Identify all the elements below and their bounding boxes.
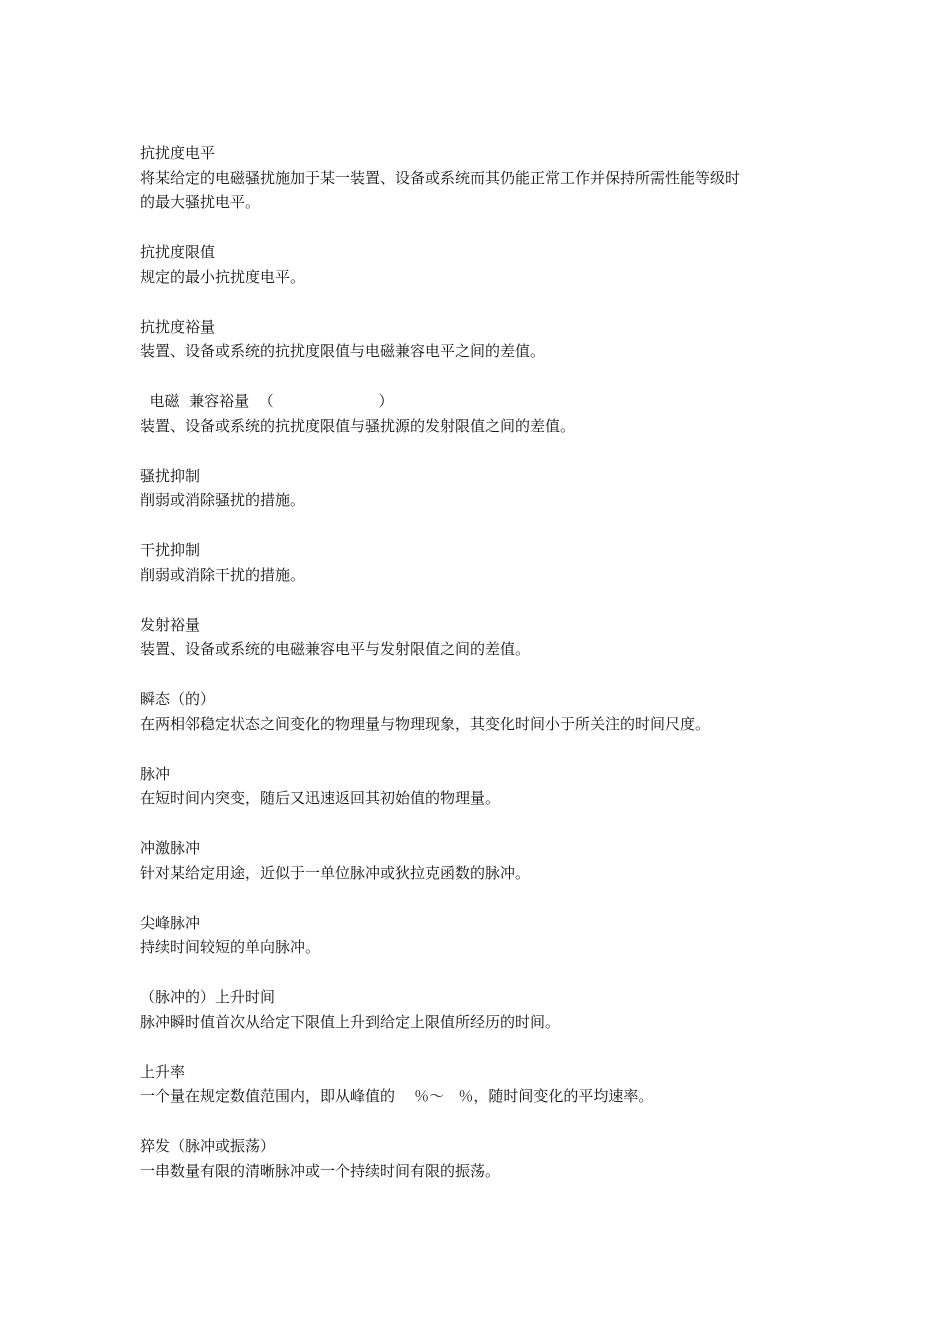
entry-term: 脉冲	[140, 764, 171, 783]
entry-definition-line: 装置、设备或系统的抗扰度限值与电磁兼容电平之间的差值。	[140, 342, 546, 360]
entry-term: 尖峰脉冲	[140, 913, 201, 932]
entry-term: （脉冲的）上升时间	[140, 988, 276, 1006]
glossary-entry	[140, 762, 820, 811]
entry-term: 骚扰抑制	[140, 466, 201, 485]
glossary-entry	[140, 240, 820, 289]
entry-definition-line: 规定的最小抗扰度电平。	[140, 267, 306, 286]
entry-definition-line: 脉冲瞬时值首次从给定下限值上升到给定上限值所经历的时间。	[140, 1012, 561, 1031]
entry-term: 抗扰度限值	[140, 243, 216, 261]
glossary-entry	[140, 836, 820, 885]
glossary-entry	[140, 315, 820, 364]
glossary-entry	[140, 687, 820, 736]
entry-term: 发射裕量	[140, 615, 201, 634]
entry-definition-line: 在短时间内突变，随后又迅速返回其初始值的物理量。	[140, 789, 501, 807]
glossary-entry	[140, 1060, 820, 1109]
document-body	[140, 141, 820, 1209]
entry-definition-line: 削弱或消除骚扰的措施。	[140, 491, 306, 509]
glossary-entry	[140, 911, 820, 960]
entry-term: 猝发（脉冲或振荡）	[140, 1137, 276, 1155]
entry-term: 冲激脉冲	[140, 839, 201, 857]
entry-definition-line: 将某给定的电磁骚扰施加于某一装置、设备或系统而其仍能正常工作并保持所需性能等级时	[140, 168, 741, 187]
glossary-entry	[140, 141, 820, 215]
glossary-entry	[140, 464, 820, 513]
glossary-entry	[140, 613, 820, 662]
entry-term: 电磁 兼容裕量 （ ）	[140, 392, 394, 410]
glossary-entry	[140, 389, 820, 438]
entry-definition-line: 装置、设备或系统的抗扰度限值与骚扰源的发射限值之间的差值。	[140, 416, 576, 435]
entry-definition-line: 持续时间较短的单向脉冲。	[140, 938, 321, 956]
entry-definition-line: 一个量在规定数值范围内，即从峰值的 ％～ ％，随时间变化的平均速率。	[140, 1087, 654, 1105]
glossary-entry	[140, 1134, 820, 1183]
entry-term: 干扰抑制	[140, 541, 201, 559]
entry-definition-line: 装置、设备或系统的电磁兼容电平与发射限值之间的差值。	[140, 640, 531, 658]
entry-definition-line: 针对某给定用途，近似于一单位脉冲或狄拉克函数的脉冲。	[140, 863, 531, 882]
entry-term: 抗扰度裕量	[140, 317, 216, 336]
entry-definition-line: 在两相邻稳定状态之间变化的物理量与物理现象，其变化时间小于所关注的时间尺度。	[140, 714, 711, 733]
entry-definition-line: 一串数量有限的清晰脉冲或一个持续时间有限的振荡。	[140, 1161, 501, 1180]
entry-term: 瞬态（的）	[140, 690, 216, 708]
glossary-entry	[140, 538, 820, 587]
entry-term: 上升率	[140, 1062, 186, 1081]
entry-definition-line: 削弱或消除干扰的措施。	[140, 565, 306, 584]
entry-definition-line: 的最大骚扰电平。	[140, 193, 261, 211]
entry-term: 抗扰度电平	[140, 144, 216, 162]
glossary-entry	[140, 985, 820, 1034]
